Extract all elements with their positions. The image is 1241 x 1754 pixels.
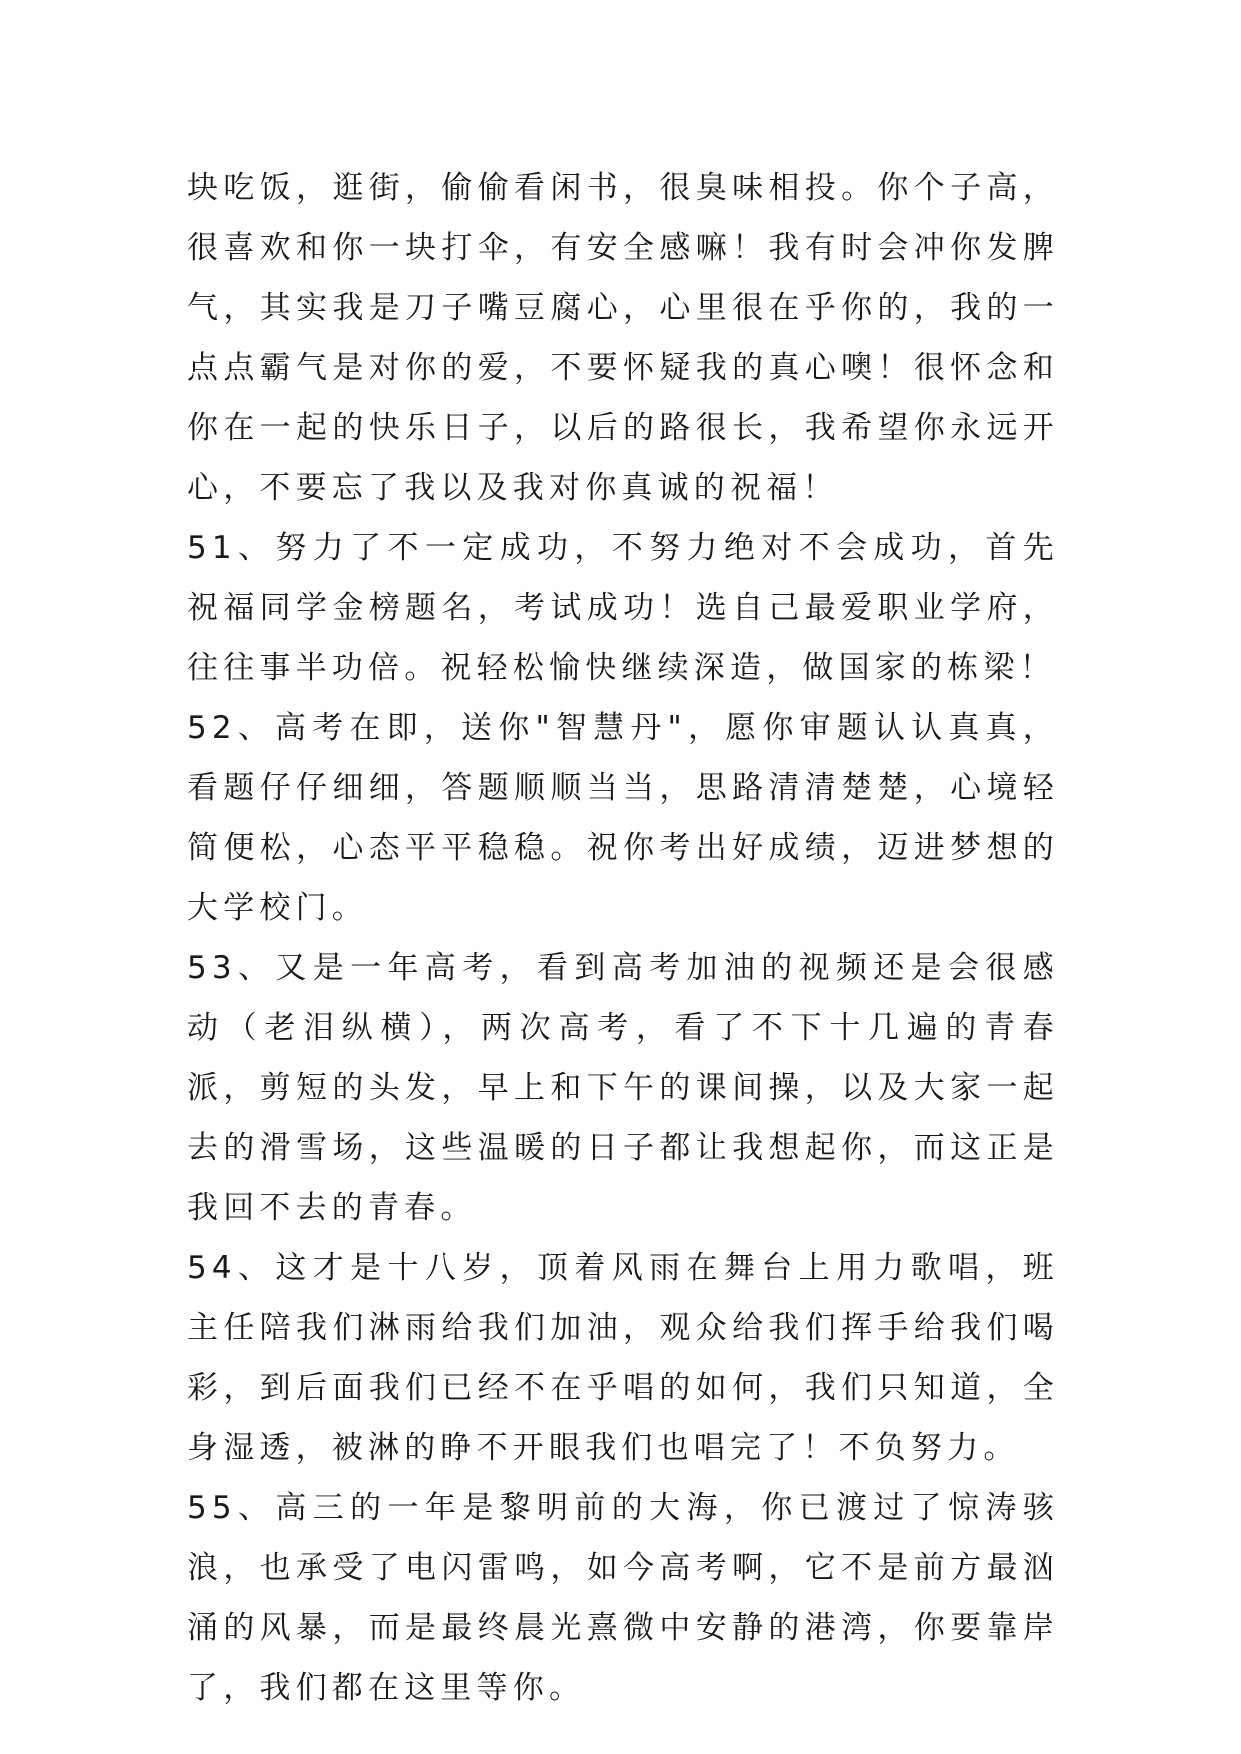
paragraph-item-51: 51、努力了不一定成功，不努力绝对不会成功，首先祝福同学金榜题名，考试成功！选自己最爱职业学府，往往事半功倍。祝轻松愉快继续深造，做国家的栋梁！ (187, 530, 1059, 686)
paragraph-item-53: 53、又是一年高考，看到高考加油的视频还是会很感动（老泪纵横），两次高考，看了不下十几遍的青春派，剪短的头发，早上和下午的课间操，以及大家一起去的滑雪场，这些温暖的日子都让我想起你，而这正是我回不去的青春。 (187, 950, 1059, 1226)
paragraph-continuation: 块吃饭，逛街，偷偷看闲书，很臭味相投。你个子高，很喜欢和你一块打伞，有安全感嘛！我有时会冲你发脾气，其实我是刀子嘴豆腐心，心里很在乎你的，我的一点点霸气是对你的爱，不要怀疑我的真心噢！很怀念和你在一起的快乐日子，以后的路很长，我希望你永远开心，不要忘了我以及我对你真诚的祝福！ (187, 170, 1059, 506)
paragraph-item-52: 52、高考在即，送你"智慧丹"，愿你审题认认真真，看题仔仔细细，答题顺顺当当，思路清清楚楚，心境轻简便松，心态平平稳稳。祝你考出好成绩，迈进梦想的大学校门。 (187, 710, 1059, 926)
paragraph-item-55: 55、高三的一年是黎明前的大海，你已渡过了惊涛骇浪，也承受了电闪雷鸣，如今高考啊，它不是前方最汹涌的风暴，而是最终晨光熹微中安静的港湾，你要靠岸了，我们都在这里等你。 (187, 1490, 1059, 1706)
document-body (187, 158, 1059, 1718)
paragraph-item-54: 54、这才是十八岁，顶着风雨在舞台上用力歌唱，班主任陪我们淋雨给我们加油，观众给我们挥手给我们喝彩，到后面我们已经不在乎唱的如何，我们只知道，全身湿透，被淋的睁不开眼我们也唱完了！不负努力。 (187, 1250, 1059, 1466)
